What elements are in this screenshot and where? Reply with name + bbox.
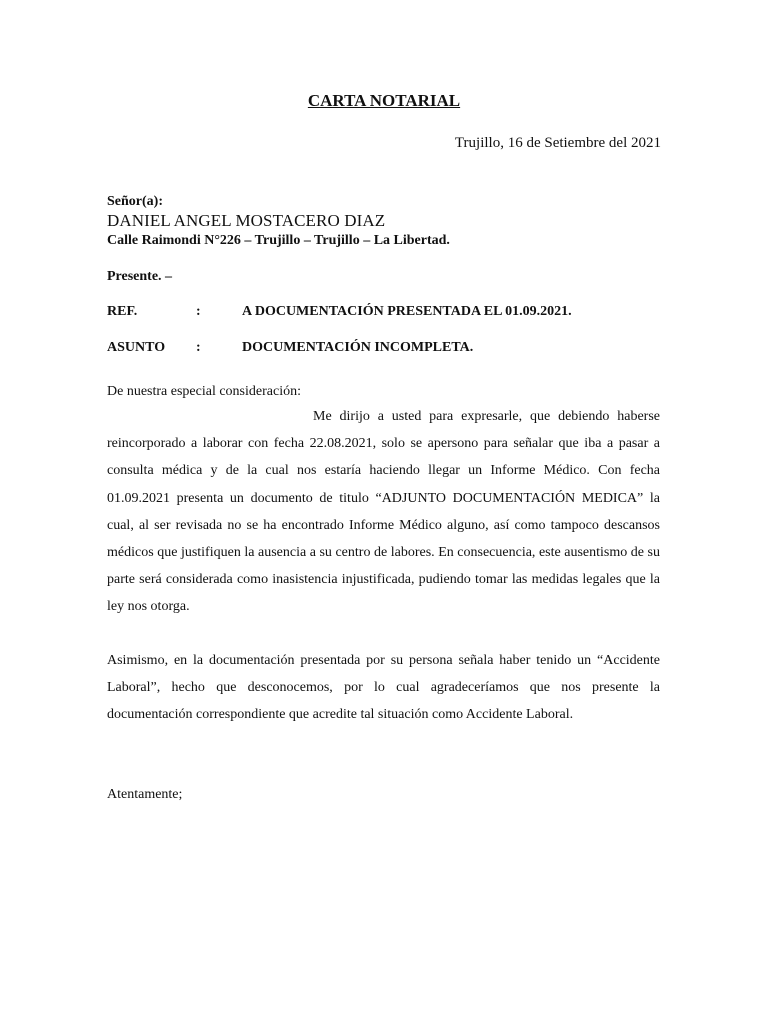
asunto-label: ASUNTO bbox=[107, 340, 166, 355]
ref-colon: : bbox=[196, 304, 201, 319]
place-date: Trujillo, 16 de Setiembre del 2021 bbox=[454, 135, 661, 151]
document-title: CARTA NOTARIAL bbox=[307, 91, 461, 110]
ref-value: A DOCUMENTACIÓN PRESENTADA EL 01.09.2021. bbox=[242, 304, 572, 319]
presente-line: Presente. – bbox=[107, 269, 173, 284]
recipient-name: DANIEL ANGEL MOSTACERO DIAZ bbox=[107, 211, 386, 230]
recipient-address: Calle Raimondi N°226 – Trujillo – Trujillo – La Libertad. bbox=[107, 233, 450, 248]
asunto-value: DOCUMENTACIÓN INCOMPLETA. bbox=[242, 340, 474, 355]
body-paragraph-2: Asimismo, en la documentación presentada por su persona señala haber tenido un “Accidente Laboral”, hecho que desconocemos, por lo cual agradeceríamos que nos presente la documentación correspondiente que acredite tal situación como Accidente Laboral. bbox=[107, 653, 660, 723]
asunto-colon: : bbox=[196, 340, 201, 355]
closing: Atentamente; bbox=[107, 787, 183, 802]
ref-label: REF. bbox=[107, 304, 138, 319]
body-paragraph-1: Me dirijo a usted para expresarle, que debiendo haberse reincorporado a laborar con fecha 22.08.2021, solo se apersono para señalar que iba a pasar a consulta médica y de la cual nos estaría haciendo llegar un Informe Médico. Con fecha 01.09.2021 presenta un documento de titulo “ADJUNTO DOCUMENTACIÓN MEDICA” la cual, al ser revisada no se ha encontrado Informe Médico alguno, así como tampoco descansos médicos que justifiquen la ausencia a su centro de labores. En consecuencia, este ausentismo de su parte será considerada como inasistencia injustificada, pudiendo tomar las medidas legales que la ley nos otorga. bbox=[107, 409, 660, 615]
greeting: De nuestra especial consideración: bbox=[107, 384, 301, 399]
salutation-label: Señor(a): bbox=[107, 194, 163, 209]
